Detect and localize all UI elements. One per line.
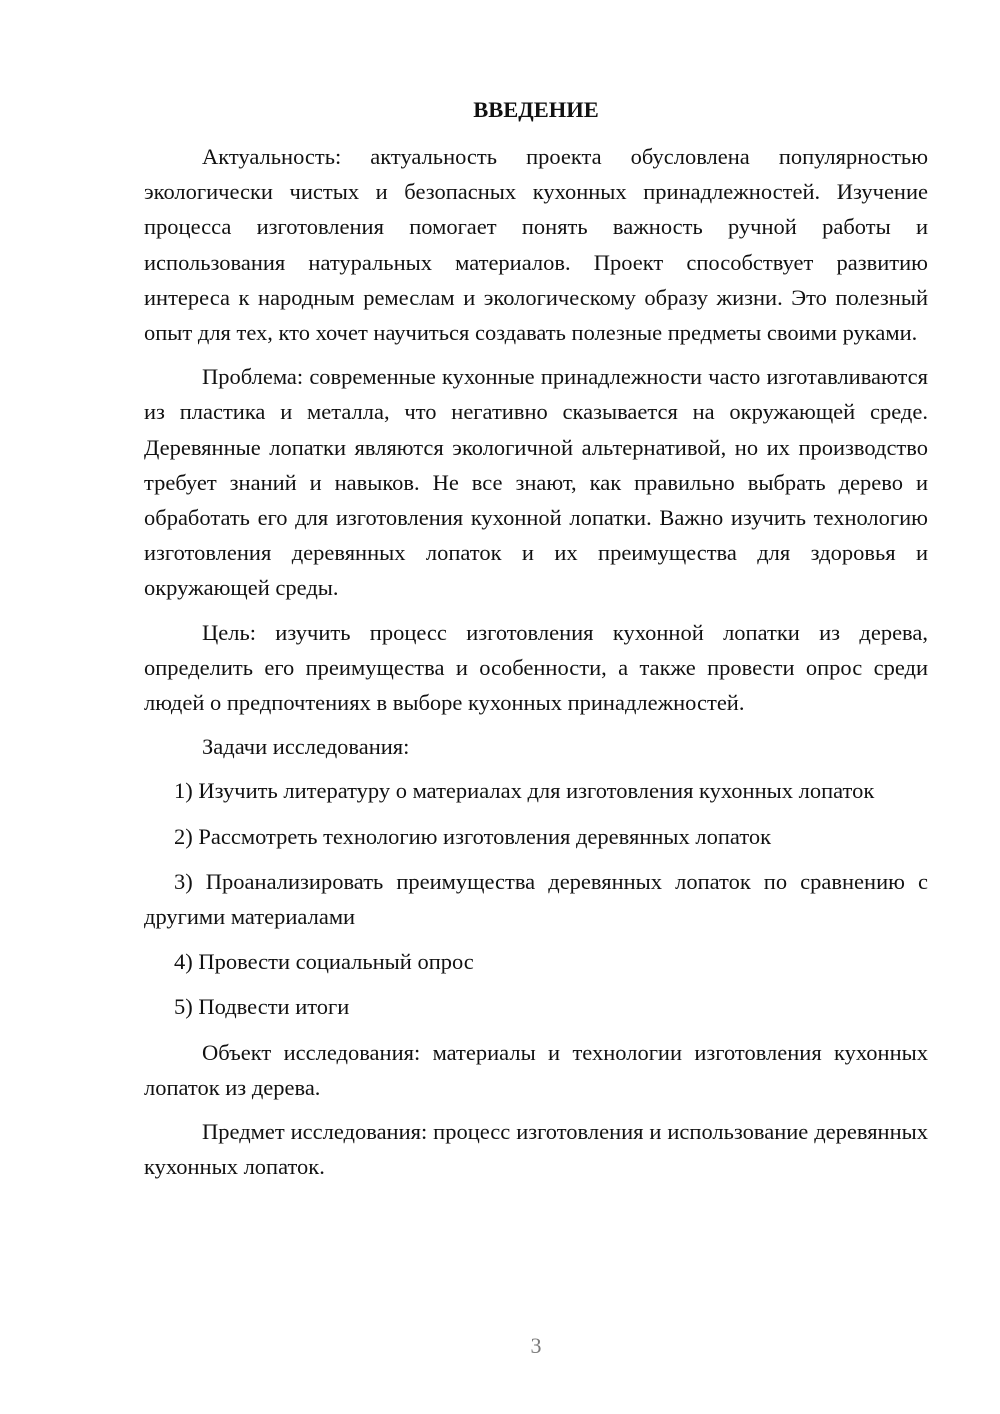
page-title: ВВЕДЕНИЕ: [473, 97, 599, 122]
paragraph-problem: Проблема: современные кухонные принадлежности часто изготавливаются из пластика и металла, что негативно сказывается на окружающей среде. Деревянные лопатки являются экологичной альтернативой, но их производство требует знаний и навыков. Не все знают, как правильно выбрать дерево и обработать его для изготовления кухонной лопатки. Важно изучить технологию изготовления деревянных лопаток и их преимущества для здоровья и окружающей среды.: [144, 364, 928, 601]
task-item: 1) Изучить литературу о материалах для изготовления кухонных лопаток: [174, 778, 875, 804]
page-content: [144, 92, 928, 1193]
paragraph-relevance: Актуальность: актуальность проекта обусловлена популярностью экологически чистых и безопасных кухонных принадлежностей. Изучение процесса изготовления помогает понять важность ручной работы и использования натуральных материалов. Проект способствует развитию интереса к народным ремеслам и экологическому образу жизни. Это полезный опыт для тех, кто хочет научиться создавать полезные предметы своими руками.: [144, 144, 928, 346]
paragraph-subject: Предмет исследования: процесс изготовления и использование деревянных кухонных лопаток.: [144, 1119, 928, 1180]
task-item: 4) Провести социальный опрос: [174, 949, 474, 975]
task-item: 2) Рассмотреть технологию изготовления деревянных лопаток: [174, 823, 772, 849]
tasks-heading: Задачи исследования:: [202, 734, 410, 760]
task-item: 3) Проанализировать преимущества деревянных лопаток по сравнению с другими материалами: [144, 868, 928, 930]
paragraph-object: Объект исследования: материалы и технологии изготовления кухонных лопаток из дерева.: [144, 1039, 928, 1100]
task-item: 5) Подвести итоги: [174, 994, 350, 1020]
paragraph-goal: Цель: изучить процесс изготовления кухонной лопатки из дерева, определить его преимущества и особенности, а также провести опрос среди людей о предпочтениях в выборе кухонных принадлежностей.: [144, 619, 928, 716]
page-number: 3: [530, 1333, 542, 1358]
